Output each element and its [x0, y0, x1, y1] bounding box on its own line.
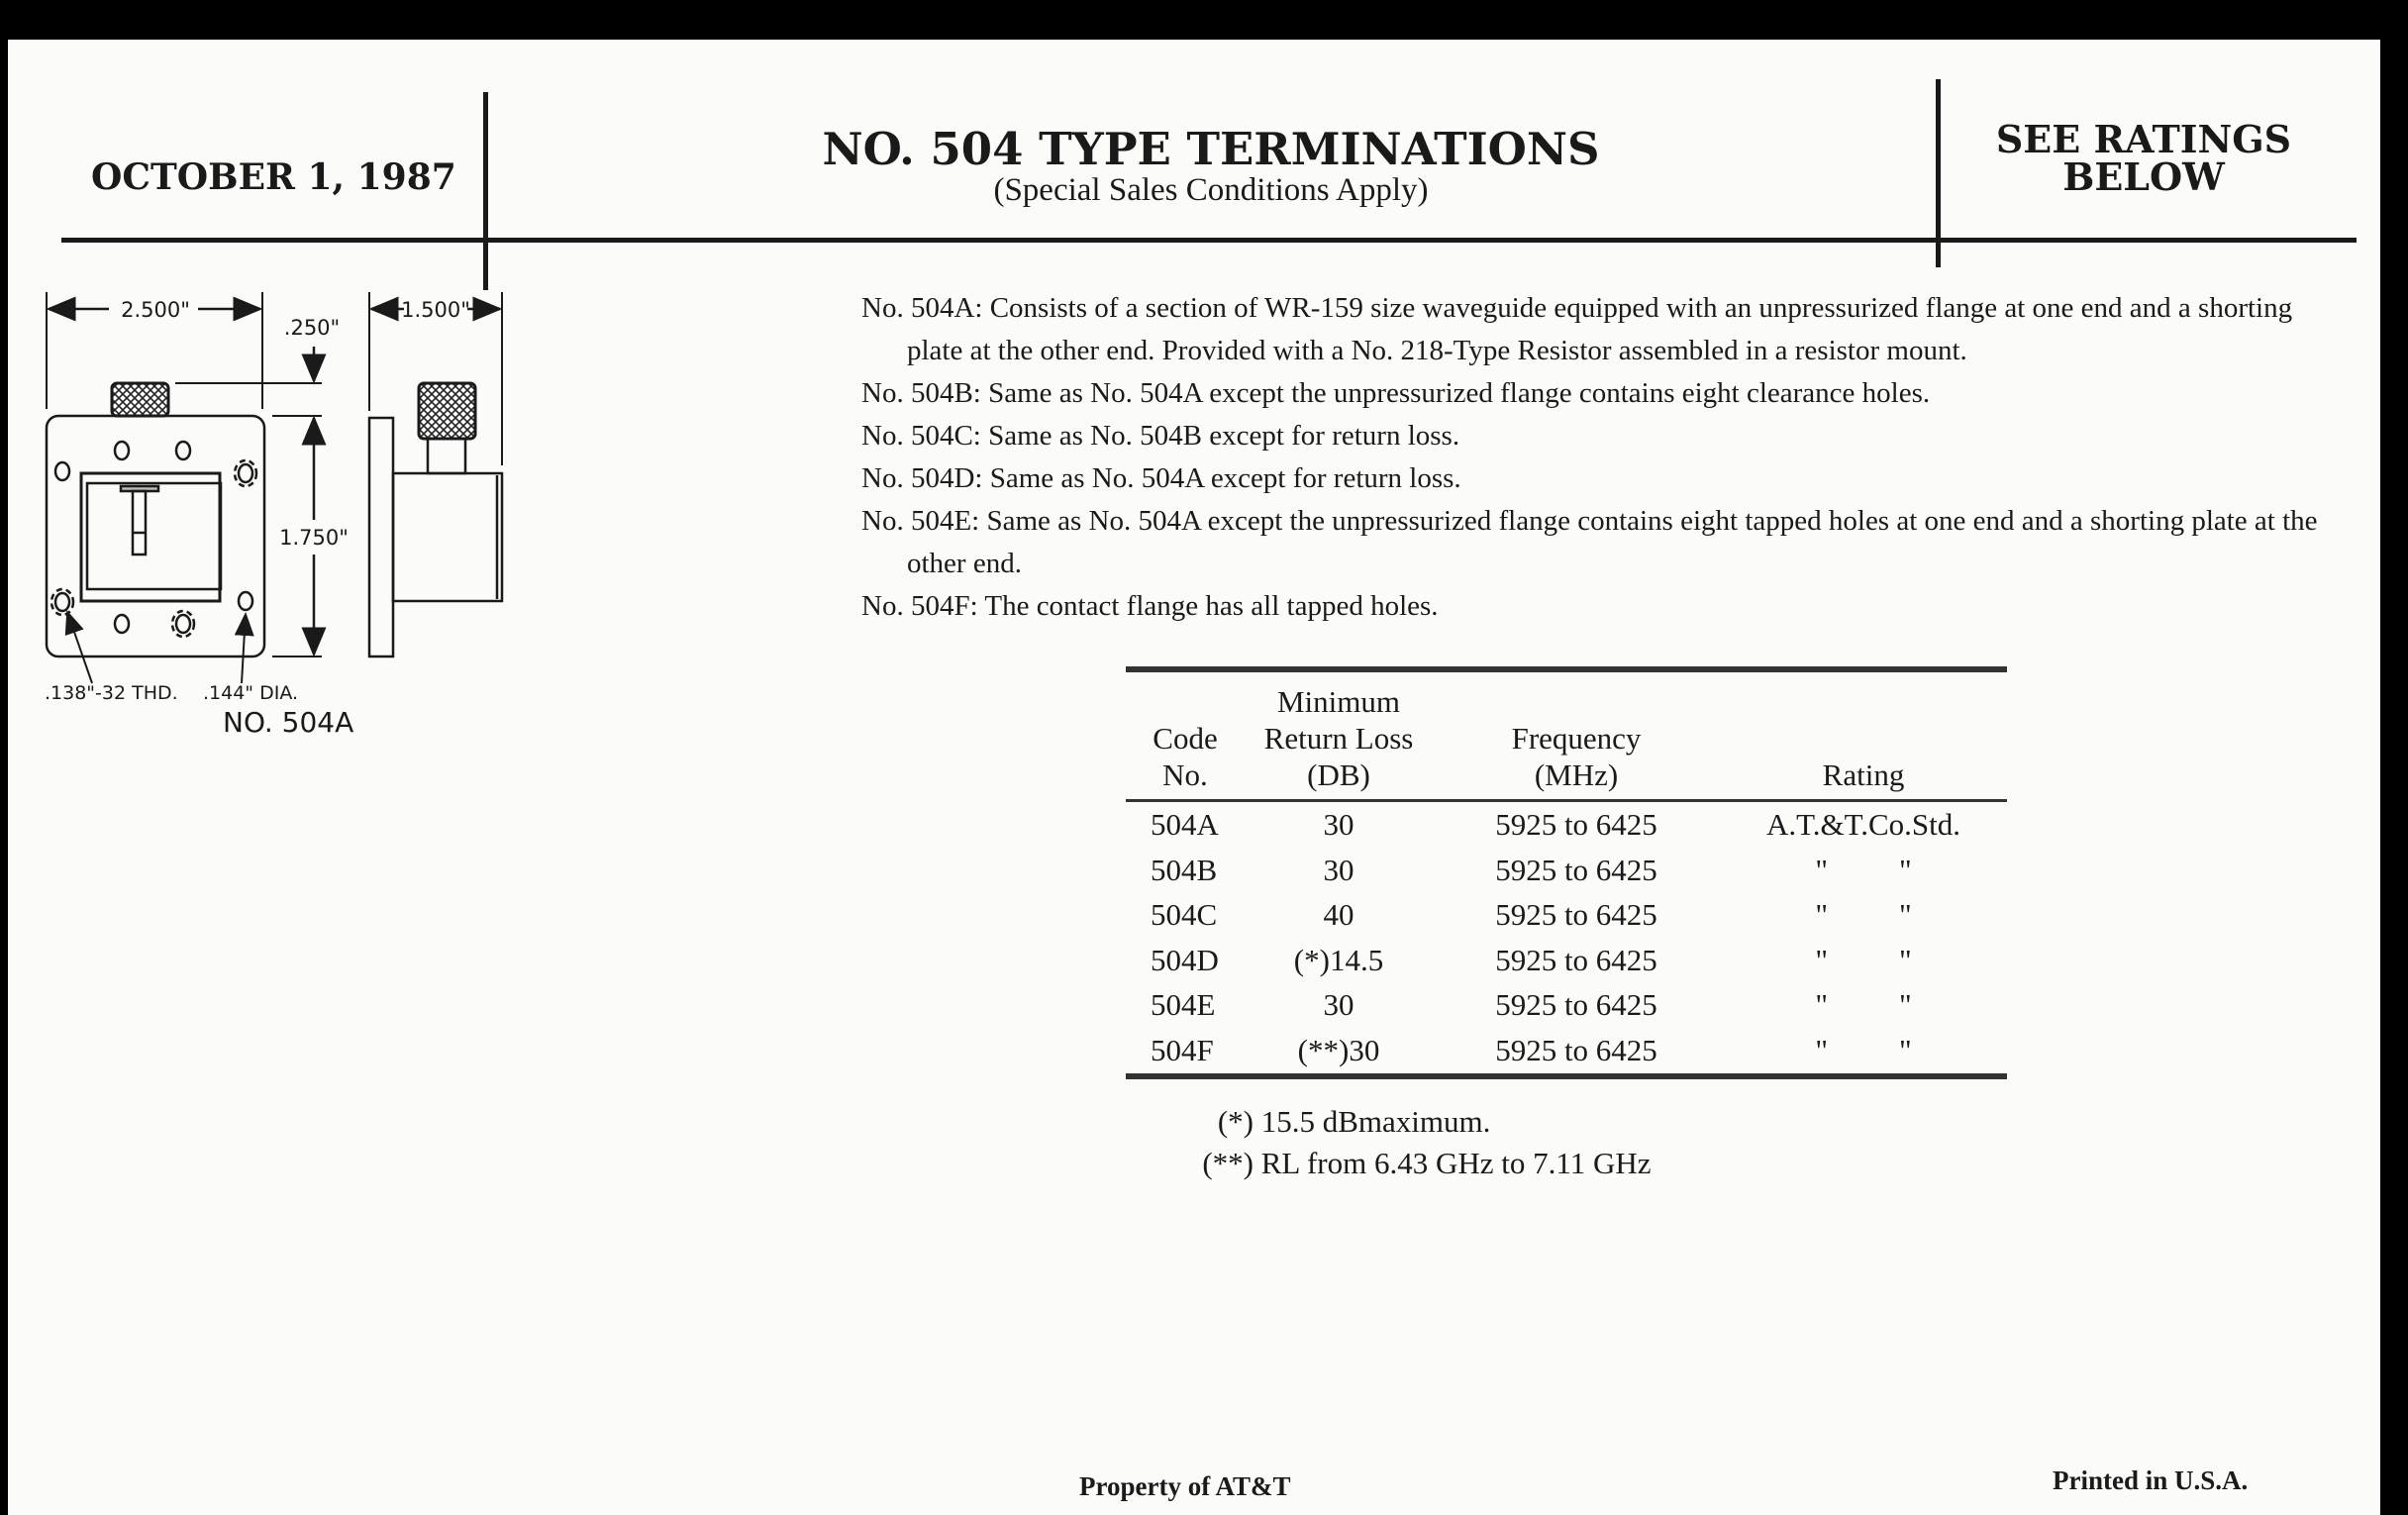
see-ratings-line1: SEE RATINGS: [1995, 117, 2292, 161]
cell-return-loss: (*)14.5: [1293, 942, 1384, 977]
col-rating: Rating: [1720, 673, 2007, 801]
col-code: Code No.: [1126, 673, 1245, 801]
description-504b: No. 504B: Same as No. 504A except the unpressurized flange contains eight clearance holes.: [861, 377, 1931, 409]
side-knob-icon: [419, 383, 475, 439]
cell-rating: " ": [1815, 942, 1912, 977]
cell-return-loss: (**)30: [1297, 1032, 1380, 1067]
cell-frequency: 5925 to 6425: [1495, 987, 1657, 1023]
dim-height: 1.750": [279, 526, 349, 550]
cell-return-loss: 30: [1323, 852, 1354, 887]
cell-code: 504F: [1151, 1032, 1214, 1067]
cell-code: 504E: [1151, 987, 1216, 1023]
label-dia: .144" DIA.: [203, 682, 299, 704]
table-row: [1126, 801, 2007, 848]
cell-code: 504D: [1151, 942, 1219, 977]
cell-rating: " ": [1815, 1032, 1912, 1067]
knurled-knob-icon: [112, 383, 168, 416]
table-row: [1126, 1028, 2007, 1073]
dim-width: 2.500": [121, 298, 190, 322]
see-ratings-note: [1944, 117, 2344, 199]
label-thread: .138"-32 THD.: [45, 682, 178, 704]
side-flange: [369, 418, 393, 656]
table-row: [1126, 892, 2007, 938]
cell-frequency: 5925 to 6425: [1495, 1032, 1657, 1067]
cell-rating: " ": [1815, 852, 1912, 887]
waveguide-body: [393, 473, 502, 601]
cell-rating: A.T.&T.Co.Std.: [1765, 807, 1961, 843]
cell-code: 504C: [1151, 897, 1218, 933]
cell-return-loss: 40: [1323, 897, 1354, 933]
description-504c: No. 504C: Same as No. 504B except for return loss.: [861, 420, 1460, 452]
table-row: [1126, 848, 2007, 893]
cell-return-loss: 30: [1323, 987, 1354, 1023]
dim-knob: .250": [283, 316, 341, 340]
document-page: [8, 40, 2380, 1515]
drawing-caption: NO. 504A: [223, 706, 354, 739]
dim-depth: 1.500": [401, 298, 470, 322]
description-504d: No. 504D: Same as No. 504A except for return loss.: [861, 462, 1461, 494]
cell-frequency: 5925 to 6425: [1495, 897, 1657, 933]
cell-code: 504A: [1151, 807, 1219, 843]
description-list: [861, 287, 2327, 628]
header-rule: [61, 238, 2357, 243]
col-return-loss: Minimum Return Loss (DB): [1245, 673, 1433, 801]
see-ratings-line2: BELOW: [2062, 154, 2225, 199]
front-flange: [47, 416, 264, 656]
cell-return-loss: 30: [1323, 807, 1354, 843]
cell-frequency: 5925 to 6425: [1495, 852, 1657, 887]
date: OCTOBER 1, 1987: [91, 156, 456, 198]
description-504a: No. 504A: Consists of a section of WR-159 size waveguide equipped with an unpressurized flange at one end and a shorting plate at the other end. Provided with a No. 218-Type Resistor assembled in a resistor mount.: [861, 292, 2293, 366]
footer-printed: Printed in U.S.A.: [2053, 1465, 2249, 1495]
table-top-rule: [1126, 666, 2007, 672]
col-frequency: Frequency (MHz): [1433, 673, 1720, 801]
cell-rating: " ": [1815, 897, 1912, 933]
cell-rating: " ": [1815, 987, 1912, 1023]
table-row: [1126, 982, 2007, 1028]
description-504e: No. 504E: Same as No. 504A except the unpressurized flange contains eight tapped holes at one end and a shorting plate at the other end.: [861, 505, 2318, 579]
table-bottom-rule: [1126, 1073, 2007, 1079]
footnote-1: (*) 15.5 dBmaximum.: [1217, 1104, 1491, 1139]
footnote-2: (**) RL from 6.43 GHz to 7.11 GHz: [1202, 1146, 1652, 1180]
cell-frequency: 5925 to 6425: [1495, 942, 1657, 977]
table-header-row: [1126, 673, 2007, 801]
ratings-table: [1126, 673, 2007, 1072]
description-504f: No. 504F: The contact flange has all tapped holes.: [861, 590, 1439, 622]
footer-property: Property of AT&T: [1079, 1471, 1291, 1501]
cell-frequency: 5925 to 6425: [1495, 807, 1657, 843]
cell-code: 504B: [1151, 852, 1218, 887]
table-row: [1126, 938, 2007, 983]
page-title: NO. 504 TYPE TERMINATIONS: [822, 123, 1600, 175]
termination-drawing: [0, 248, 842, 792]
page-subtitle: (Special Sales Conditions Apply): [993, 172, 1429, 208]
